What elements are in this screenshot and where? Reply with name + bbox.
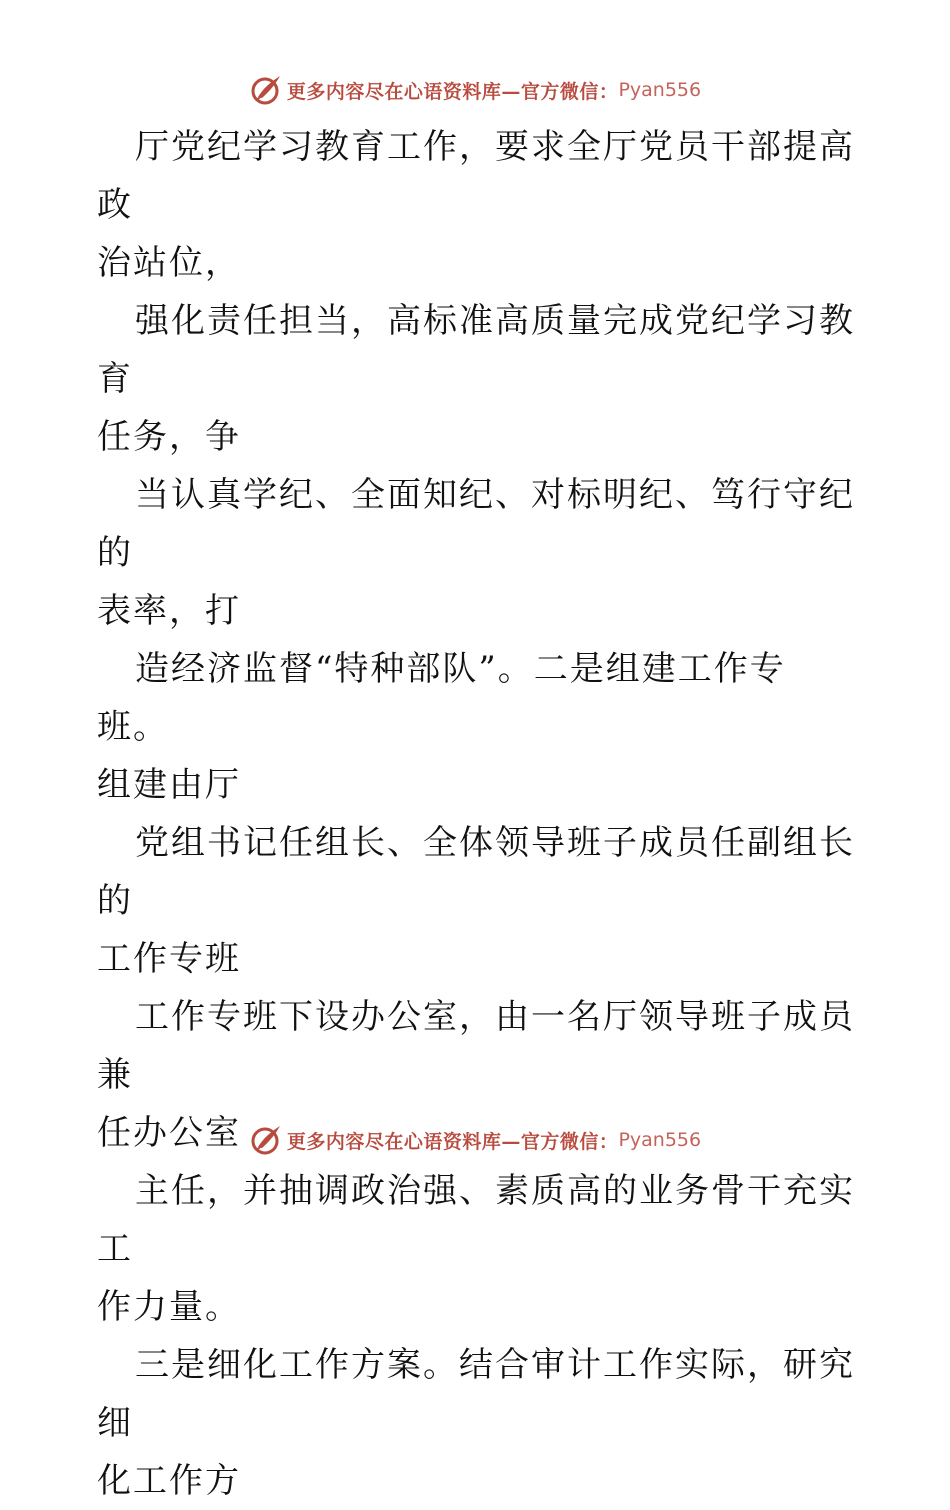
document-body [97,118,857,1510]
paragraph-line: 三是细化工作方案。结合审计工作实际，研究细 [97,1345,855,1443]
paragraph [97,1162,857,1336]
paragraph-line: 化工作方 [97,1461,241,1501]
paragraph-line: 强化责任担当，高标准高质量完成党纪学习教育 [97,301,855,399]
paragraph [97,118,857,292]
paragraph [97,640,857,814]
watermark-brand-text: 更多内容尽在心语资料库— [286,1130,521,1153]
header-watermark [0,70,950,110]
paragraph-line: 工作专班 [97,939,241,979]
paragraph [97,292,857,466]
watermark-wechat-id: Pyan556 [618,79,702,101]
paragraph-line: 作力量。 [97,1287,241,1327]
quill-pen-logo-icon [249,73,283,107]
footer-watermark [0,1120,950,1160]
paragraph-line: 任务，争 [97,417,241,457]
paragraph-line: 造经济监督“特种部队”。二是组建工作专班。 [97,649,786,747]
paragraph [97,466,857,640]
paragraph [97,814,857,988]
paragraph [97,1336,857,1510]
paragraph-line: 当认真学纪、全面知纪、对标明纪、笃行守纪的 [97,475,855,573]
quill-pen-logo-icon [249,1123,283,1157]
paragraph-line: 党组书记任组长、全体领导班子成员任副组长的 [97,823,855,921]
watermark-wechat-label: 官方微信： [520,1130,619,1153]
paragraph-line: 组建由厅 [97,765,241,805]
paragraph-line: 厅党纪学习教育工作，要求全厅党员干部提高政 [97,127,855,225]
paragraph-line: 任办公室 [97,1113,241,1153]
watermark-brand-text: 更多内容尽在心语资料库— [286,80,521,103]
watermark-wechat-id: Pyan556 [618,1129,702,1151]
paragraph-line: 治站位， [97,243,241,283]
paragraph-line: 工作专班下设办公室，由一名厅领导班子成员兼 [97,997,855,1095]
watermark-wechat-label: 官方微信： [520,80,619,103]
paragraph-line: 表率，打 [97,591,241,631]
paragraph-line: 主任，并抽调政治强、素质高的业务骨干充实工 [97,1171,855,1269]
